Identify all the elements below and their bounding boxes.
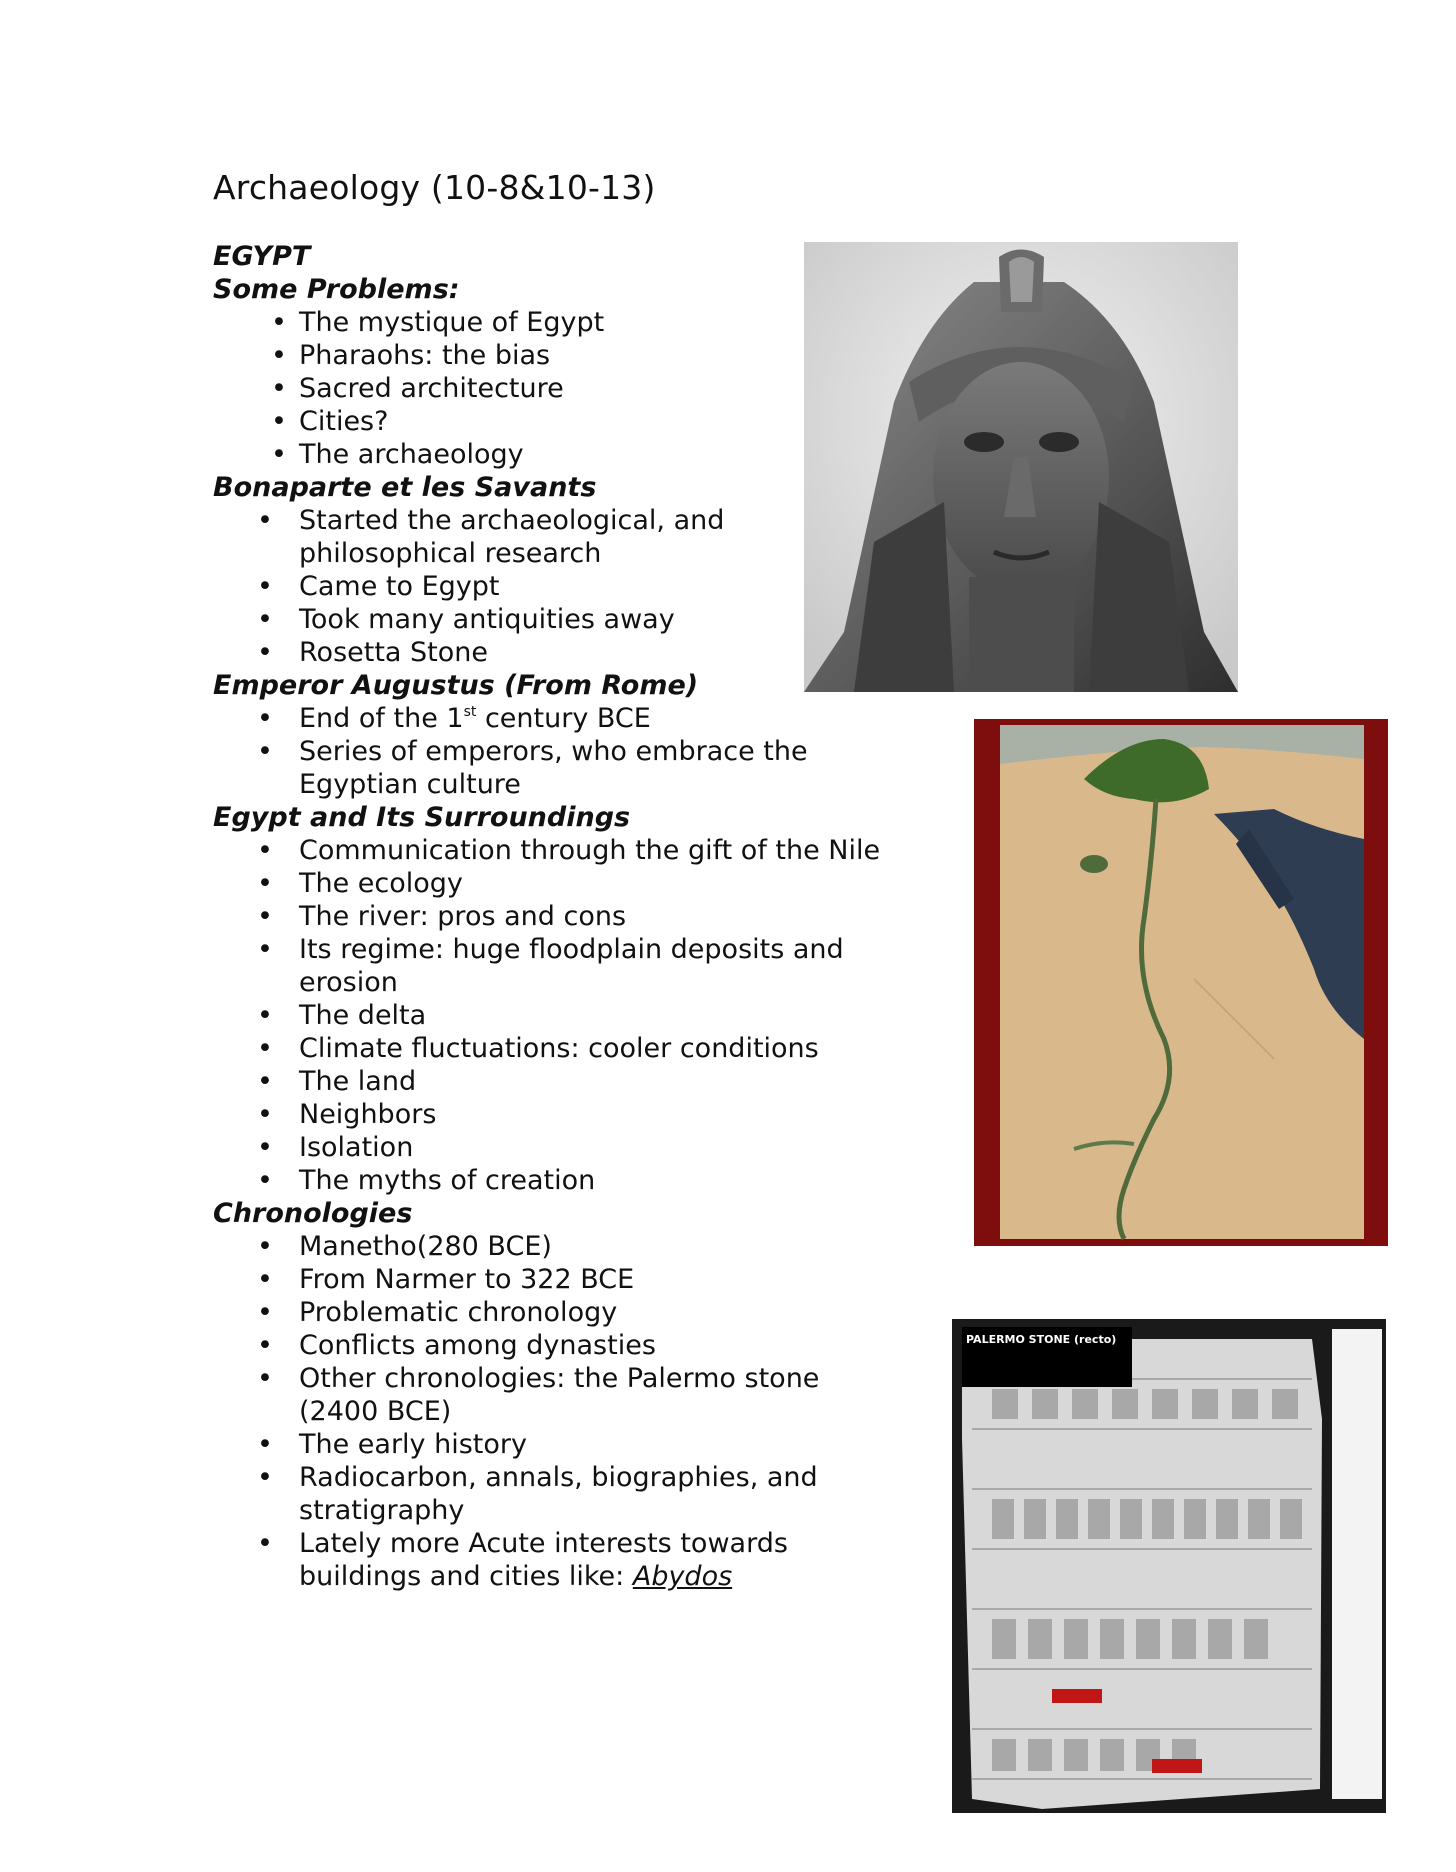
bust-illustration	[804, 242, 1238, 692]
list-item: • Series of emperors, who embrace the Egyptian culture	[213, 735, 899, 801]
list-item: • Neighbors	[213, 1098, 933, 1131]
list-item: • The ecology	[213, 867, 933, 900]
list-item: • The archaeology	[213, 438, 933, 471]
list-item: • The delta	[213, 999, 933, 1032]
list-item: • Rosetta Stone	[213, 636, 933, 669]
list-item: • Started the archaeological, and philosophical research	[213, 504, 859, 570]
list-item: • Came to Egypt	[213, 570, 933, 603]
list-item: • The early history	[213, 1428, 933, 1461]
heading-some-problems: Some Problems:	[213, 274, 460, 305]
list-item: • Manetho(280 BCE)	[213, 1230, 933, 1263]
list-item	[213, 702, 933, 735]
list-augustus	[213, 702, 933, 801]
page-title: Archaeology (10-8&10-13)	[213, 168, 656, 207]
bust-image	[804, 242, 1238, 692]
list-item: • Cities?	[213, 405, 933, 438]
nile-satellite-illustration	[974, 719, 1388, 1246]
list-item: • Its regime: huge floodplain deposits and erosion	[213, 933, 939, 999]
palermo-stone-title: PALERMO STONE (recto)	[966, 1333, 1117, 1346]
list-item: • Sacred architecture	[213, 372, 933, 405]
palermo-stone-image	[952, 1319, 1386, 1813]
list-item: • The myths of creation	[213, 1164, 933, 1197]
list-item	[213, 1527, 899, 1593]
list-item: • The river: pros and cons	[213, 900, 933, 933]
heading-surroundings: Egypt and Its Surroundings	[213, 802, 631, 833]
list-item: • Problematic chronology	[213, 1296, 933, 1329]
abydos-link[interactable]: Abydos	[632, 1561, 733, 1592]
egypt-map-image	[974, 719, 1388, 1246]
list-item: • Isolation	[213, 1131, 933, 1164]
palermo-stone-illustration	[952, 1319, 1386, 1813]
list-item: • Radiocarbon, annals, biographies, and stratigraphy	[213, 1461, 899, 1527]
superscript: st	[463, 704, 477, 720]
list-item: • Took many antiquities away	[213, 603, 933, 636]
list-item-text: End of the 1	[299, 703, 464, 734]
list-item: • Other chronologies: the Palermo stone (2400 BCE)	[213, 1362, 899, 1428]
list-item: • The land	[213, 1065, 933, 1098]
list-chronologies	[213, 1230, 933, 1593]
list-item: • Communication through the gift of the Nile	[213, 834, 933, 867]
heading-augustus: Emperor Augustus (From Rome)	[213, 670, 699, 701]
list-item-text: Lately more Acute interests towards buildings and cities like:	[299, 1528, 788, 1592]
list-item: • Pharaohs: the bias	[213, 339, 933, 372]
list-item: • Climate fluctuations: cooler conditions	[213, 1032, 933, 1065]
list-item: • Conflicts among dynasties	[213, 1329, 933, 1362]
list-item: • From Narmer to 322 BCE	[213, 1263, 933, 1296]
heading-egypt: EGYPT	[213, 241, 311, 272]
list-surroundings	[213, 834, 933, 1197]
list-item: • The mystique of Egypt	[213, 306, 933, 339]
list-item-text: century BCE	[476, 703, 651, 734]
heading-chronologies: Chronologies	[213, 1198, 413, 1229]
heading-bonaparte: Bonaparte et les Savants	[213, 472, 597, 503]
